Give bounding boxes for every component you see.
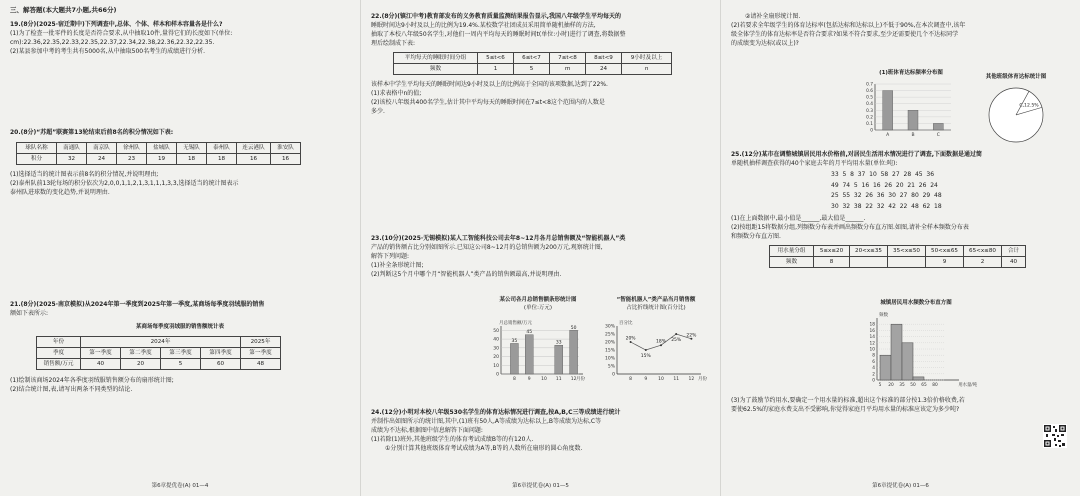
bar2-y-tick: 0.5 bbox=[866, 95, 873, 101]
bar1-y-tick: 0 bbox=[496, 372, 499, 378]
bar2-y-tick: 0.7 bbox=[866, 82, 873, 88]
hist1-x-tick: 5 bbox=[878, 383, 882, 388]
q22-sleep-table: 平均每天的睡眠时间分组 5≤t<6 6≤t<7 7≤t<8 8≤t<9 9小时及以上 频数 1 5 m 24 n bbox=[393, 52, 672, 75]
line1-data-label: 25% bbox=[671, 338, 682, 343]
hist1-y-tick: 18 bbox=[869, 322, 875, 328]
line1-data-label: 22% bbox=[686, 333, 697, 339]
q24-other-classes-pie-chart bbox=[983, 84, 1049, 146]
bar1-x-tick: 11 bbox=[555, 377, 562, 382]
line1-y-tick: 15% bbox=[604, 348, 615, 354]
q21-table-caption: 某商场每季度羽绒服的销售额统计表 bbox=[135, 324, 224, 330]
bar1-y-tick: 30 bbox=[493, 346, 499, 352]
pie1-slice-label: C,12.5% bbox=[1019, 103, 1039, 109]
bar1-x-label: 月份 bbox=[576, 377, 585, 382]
bar1-y-tick: 40 bbox=[493, 337, 499, 343]
line1-x-tick: 9 bbox=[644, 377, 648, 382]
question-25: 25.(12分)某市在调整城镇居民用水价格前,对居民生活用水情况进行了调查,下面数据是通过简 单随机抽样调查获得的40个家庭去年的月平均用水量(单位:吨): 33 5 8 37 10 58 27 28 45 36 49 74 5 16 16 26 20 21 26 24 25 55 32 26 36 30 27 80 29 48 30 32 38 22 32 42 22 48 62 18 (1)在上面数据中,最小值是______,最大值是______. (2)按组距15将数据分组,列频数分布表并画出频数分布直方图.如图,请补全样本频数分布表 和频数分布直方图. 用水量分组 5≤x≤20 20<x≤35 35<x≤50 50<x≤65 65<x≤80 合计 频数 8 9 2 40 bbox=[731, 150, 1070, 268]
bar2-y-tick: 0 bbox=[870, 128, 873, 134]
line1-x-tick: 10 bbox=[658, 377, 664, 382]
question-24: 24.(12分)小明对本校八年级530名学生的体育达标情况进行调查,按A,B,C三等成绩进行统计 并制作出如图所示的统计图,其中,(1)班有50人,A等成绩为达标以上,B等成绩为达标,C等 成绩为不达标,根据图中信息解答下面问题: (1)若除(1)班外,其他班级学生的体育考试成绩B等的有120人. ①分别计算其他班级体育考试成绩为A等,B等的人数所在扇形的圆心角度数. bbox=[371, 409, 621, 452]
bar1-y-tick: 50 bbox=[493, 328, 499, 334]
q24-class1-frequency-chart bbox=[861, 80, 961, 140]
q24-pie-caption: 其他班级体育达标统计图 bbox=[985, 74, 1047, 80]
line1-point bbox=[675, 333, 677, 335]
hist1-y-tick: 6 bbox=[872, 359, 875, 365]
hist1-bar bbox=[880, 355, 891, 380]
line1-y-tick: 25% bbox=[604, 332, 615, 338]
hist1-x-tick: 65 bbox=[921, 383, 927, 388]
hist1-x-tick: 50 bbox=[910, 383, 916, 388]
q25-water-histogram bbox=[863, 310, 983, 392]
q21-sales-table: 年份 2024年 2025年 季度 第一季度 第二季度 第三季度 第四季度 第一季度 销售额/万元 40 20 5 60 48 bbox=[36, 336, 281, 370]
bar2-x-tick: B bbox=[911, 133, 915, 138]
qr-code bbox=[1043, 424, 1067, 448]
page-footer: 第6章提优卷(A) 01—6 bbox=[872, 483, 929, 490]
question-22: 22.(8分)(镇江中考)教育部发布的义务教育质量监测结果报告显示,我国八年级学生平均每天的 睡眠时间达9小时及以上的比例为19.4%.某校数学社团成员采用简单随机抽样的方法, 抽取了本校八年级50名学生,对他们一周内平均每天的睡眠时间t(单位:小时)进行了调查,将数据整 理后绘制成下表: 平均每天的睡眠时间分组 5≤t<6 6≤t<7 7≤t<8 8≤t<9 9小时及以上 频数 1 5 m 24 n 该样本中学生平均每天的睡眠时间达9小时及以上的比例高于全国的该项数据,达到了22%. (1)求表格中n的值; (2)该校八年级共400名学生,估计其中平均每天的睡眠时间在7≤t<8这个范围内的人数是 多少. bbox=[371, 12, 710, 116]
hist1-y-tick: 0 bbox=[872, 378, 875, 384]
hist1-y-label: 频数 bbox=[879, 313, 888, 318]
line1-data-label: 15% bbox=[640, 354, 651, 359]
bar2-y-tick: 0.1 bbox=[866, 121, 873, 127]
page-middle bbox=[360, 0, 720, 496]
q23-ratio-line-chart bbox=[601, 316, 713, 388]
page-footer: 第6章提优卷(A) 01—5 bbox=[512, 483, 569, 490]
bar1-x-tick: 10 bbox=[541, 377, 547, 382]
question-23: 23.(10分)(2025·无锡模拟)某人工智能科技公司去年8~12月各月总销售额及“智能机器人”类 产品的销售额占比分别如图所示.已知这公司8~12月的总销售额为200万元,观察统计图, 解答下列问题: (1)补全条形统计图; (2)判断这5个月中哪个月“智能机器人”类产品的销售额最高,并说明理由. bbox=[371, 235, 626, 278]
bar2-y-tick: 0.6 bbox=[866, 89, 873, 95]
bar1-data-label: 45 bbox=[526, 330, 533, 336]
line1-x-label: 月份 bbox=[698, 377, 707, 382]
line1-y-label: 百分比 bbox=[619, 321, 633, 326]
bar1-data-label: 33 bbox=[555, 340, 562, 346]
line1-x-tick: 12 bbox=[688, 377, 695, 382]
hist1-x-tick: 20 bbox=[888, 383, 894, 388]
bar1-bar bbox=[510, 343, 518, 374]
line1-y-tick: 30% bbox=[604, 324, 615, 330]
hist1-x-tick: 80 bbox=[932, 383, 938, 388]
hist1-y-tick: 4 bbox=[872, 366, 875, 372]
question-25-part3: (3)为了鼓励节约用水,要确定一个用水量的标准,超出这个标准的部分按1.3倍价格收费,若 要使62.5%的家庭水费支出不受影响,你觉得家庭月平均用水量的标准应该定为多少吨? bbox=[731, 397, 965, 413]
q25-histogram-caption: 城镇居民用水频数分布直方图 bbox=[880, 300, 952, 306]
hist1-y-tick: 10 bbox=[869, 347, 875, 353]
line1-x-tick: 8 bbox=[629, 377, 633, 382]
line1-data-label: 20% bbox=[625, 336, 636, 342]
bar1-data-label: 50 bbox=[570, 325, 577, 331]
bar1-bar bbox=[525, 335, 533, 374]
question-21: 21.(8分)(2025·南京模拟)从2024年第一季度到2025年第一季度,某商场每季度羽绒服的销售 额如下表所示: 某商场每季度羽绒服的销售额统计表 年份 2024年 2025年 季度 第一季度 第二季度 第三季度 第四季度 第一季度 销售额/万元 40 20 5 60 48 (1)绘制该商场2024年各季度羽绒服销售额分布的扇形统计图; (2)结合统计图,表,请写出两条不同类型的结论. bbox=[10, 300, 350, 394]
bar2-y-tick: 0.4 bbox=[866, 102, 873, 108]
bar2-y-tick: 0.2 bbox=[866, 115, 873, 121]
hist1-y-tick: 16 bbox=[869, 328, 875, 334]
bar2-bar bbox=[908, 110, 918, 130]
bar2-x-tick: A bbox=[886, 133, 890, 138]
hist1-y-tick: 14 bbox=[869, 335, 875, 341]
q23-bar-caption: 某公司各月总销售额条形统计图 (单位:万元) bbox=[499, 297, 577, 311]
page-footer: 第6章提优卷(A) 01—4 bbox=[151, 483, 209, 490]
hist1-y-tick: 8 bbox=[872, 353, 875, 359]
hist1-y-tick: 2 bbox=[872, 372, 875, 378]
question-19: 19.(8分)(2025·宿迁期中)下列调查中,总体、个体、样本和样本容量各是什么? (1)为了检查一批零件的长度是否符合要求,从中抽取10件,量得它们的长度如下(单位: cm):22.36,22.35,22.33,22.35,22.37,22.34,22.38,22.36,22.32,22.35. (2)某县参加中考的考生共有5000名,从中抽取500名考生的成绩进行分析. bbox=[10, 21, 233, 55]
question-24-continued: ②请补全扇形统计图. (2)若要求全年级学生的体育达标率(包括达标和达标以上)不低于90%,在本次调查中,该年 级全体学生的体育达标率是否符合要求?如果不符合要求,至少还需要使几个不达标同学 的成绩变为达标(或以上)? bbox=[731, 13, 966, 47]
hist1-x-label: 用水量/吨 bbox=[958, 383, 977, 388]
q25-raw-data: 33 5 8 37 10 58 27 28 45 36 49 74 5 16 16 26 20 21 26 24 25 55 32 26 36 30 27 80 29 48 30 32 38 22 32 42 22 48 62 18 bbox=[831, 171, 942, 210]
bar1-bar bbox=[555, 345, 563, 374]
q23-sales-bar-chart bbox=[483, 316, 593, 388]
hist1-bar bbox=[902, 343, 913, 380]
line1-y-tick: 0 bbox=[612, 372, 615, 378]
bar1-x-tick: 12 bbox=[570, 377, 577, 382]
q20-score-table: 球队名称 南通队 南京队 徐州队 盐城队 无锡队 泰州队 连云港队 淮安队 积分 32 24 23 19 18 18 16 16 bbox=[16, 142, 301, 165]
bar1-y-tick: 10 bbox=[493, 363, 499, 369]
page-left bbox=[0, 0, 360, 496]
bar1-x-tick: 8 bbox=[512, 377, 516, 382]
bar2-x-tick: C bbox=[936, 133, 940, 138]
q24-bar-caption: (1)班体育达标频率分布图 bbox=[879, 70, 943, 76]
bar2-bar bbox=[883, 91, 893, 130]
bar1-bar bbox=[570, 330, 578, 374]
line1-y-tick: 10% bbox=[604, 356, 615, 362]
line1-y-tick: 5% bbox=[607, 364, 615, 370]
bar2-bar bbox=[933, 123, 943, 130]
line1-y-tick: 20% bbox=[604, 340, 615, 346]
line1-data-label: 18% bbox=[655, 339, 667, 345]
bar1-data-label: 35 bbox=[511, 338, 518, 344]
q25-frequency-table: 用水量分组 5≤x≤20 20<x≤35 35<x≤50 50<x≤65 65<x≤80 合计 频数 8 9 2 40 bbox=[769, 245, 1026, 268]
q23-line-caption: “智能机器人”类产品当月销售额 占比折线统计图(百分比) bbox=[616, 297, 696, 311]
bar1-y-label: 月总销售额/万元 bbox=[499, 321, 533, 326]
bar1-x-tick: 9 bbox=[527, 377, 531, 382]
line1-x-tick: 11 bbox=[673, 377, 680, 382]
question-20: 20.(8分)“苏超”联赛第13轮结束后前8名的积分情况如下表: 球队名称 南通队 南京队 徐州队 盐城队 无锡队 泰州队 连云港队 淮安队 积分 32 24 23 19 18 18 16 16 (1)选择适当的统计图表示前8名的积分情况,并说明理由; (2)泰州队前13轮每场的积分依次为2,0,0,1,1,2,1,3,1,1,1,3,3,选择适当的统计图表示 泰州队进球数的变化趋势,并说明理由. bbox=[10, 128, 350, 197]
hist1-y-tick: 12 bbox=[869, 341, 875, 347]
page-right bbox=[720, 0, 1080, 496]
bar1-y-tick: 20 bbox=[493, 355, 499, 361]
bar2-y-tick: 0.3 bbox=[866, 108, 873, 114]
line1-point bbox=[645, 349, 647, 351]
section-title: 三、解答题(本大题共7小题,共66分) bbox=[10, 6, 117, 14]
hist1-x-tick: 35 bbox=[899, 383, 905, 388]
hist1-bar bbox=[891, 324, 902, 380]
hist1-bar bbox=[913, 377, 924, 380]
